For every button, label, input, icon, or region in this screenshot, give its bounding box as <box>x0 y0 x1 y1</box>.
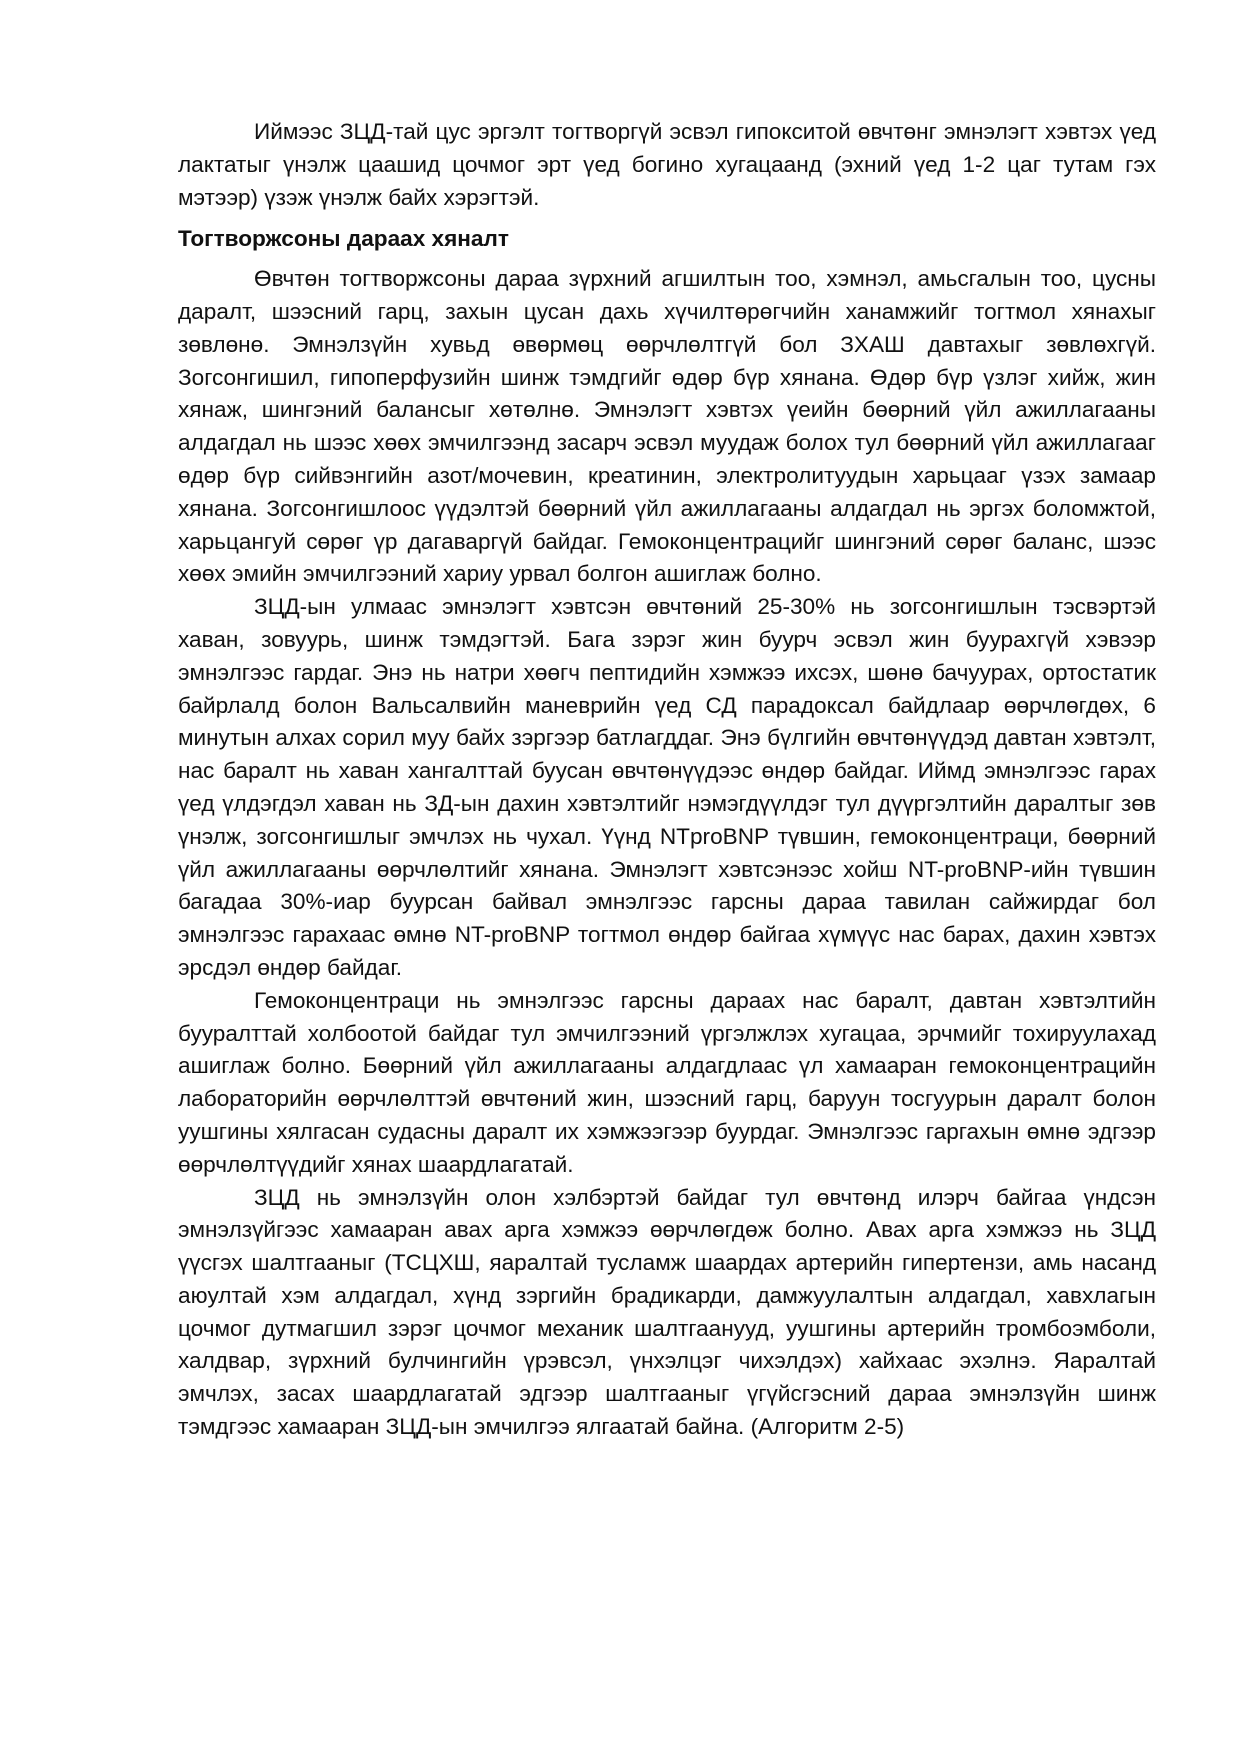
paragraph-residual-congestion: ЗЦД-ын улмаас эмнэлэгт хэвтсэн өвчтөний 25-30% нь зогсонгишлын тэсвэртэй хаван, зовуурь, шинж тэмдэгтэй. Бага зэрэг жин буурч эсвэл жин буурахгүй хэвээр эмнэлгээс гардаг. Энэ нь натри хөөгч пептидийн хэмжээ ихсэх, шөнө бачуурах, ортостатик байрлалд болон Вальсалвийн маневрийн үед СД парадоксал байдлаар өөрчлөгдөх, 6 минутын алхах сорил муу байх зэргээр батлагддаг. Энэ бүлгийн өвчтөнүүдэд давтан хэвтэлт, нас баралт нь хаван хангалттай буусан өвчтөнүүдээс өндөр байдаг. Иймд эмнэлгээс гарах үед үлдэгдэл хаван нь ЗД-ын дахин хэвтэлтийг нэмэгдүүлдэг тул дүүргэлтийн даралтыг зөв үнэлж, зогсонгишлыг эмчлэх нь чухал. Үүнд NTproBNP түвшин, гемоконцентраци, бөөрний үйл ажиллагааны өөрчлөлтийг хянана. Эмнэлэгт хэвтсэнээс хойш NT-proBNP-ийн түвшин багадаа 30%-иар буурсан байвал эмнэлгээс гарсны дараа тавилан сайжирдаг бол эмнэлгээс гарахаас өмнө NT-proBNP тогтмол өндөр байгаа хүмүүс нас барах, дахин хэвтэх эрсдэл өндөр байдаг. <box>178 594 1156 980</box>
paragraph-monitoring: Өвчтөн тогтворжсоны дараа зүрхний агшилтын тоо, хэмнэл, амьсгалын тоо, цусны даралт, шээсний гарц, захын цусан дахь хүчилтөрөгчийн ханамжийг тогтмол хянахыг зөвлөнө. Эмнэлзүйн хувьд өвөрмөц өөрчлөлтгүй бол ЗХАШ давтахыг зөвлөхгүй. Зогсонгишил, гипоперфузийн шинж тэмдгийг өдөр бүр хянана. Өдөр бүр үзлэг хийж, жин хянаж, шингэний балансыг хөтөлнө. Эмнэлэгт хэвтэх үеийн бөөрний үйл ажиллагааны алдагдал нь шээс хөөх эмчилгээнд засарч эсвэл муудаж болох тул бөөрний үйл ажиллагааг өдөр бүр сийвэнгийн азот/мочевин, креатинин, электролитуудын харьцааг үзэх замаар хянана. Зогсонгишлоос үүдэлтэй бөөрний үйл ажиллагааны алдагдал нь эргэх боломжтой, харьцангуй сөрөг үр дагаваргүй байдаг. Гемоконцентрацийг шингэний сөрөг баланс, шээс хөөх эмийн эмчилгээний хариу урвал болгон ашиглаж болно. <box>178 266 1156 587</box>
section-heading: Тогтворжсоны дараах хяналт <box>178 226 509 252</box>
document-page <box>178 116 1156 1444</box>
paragraph-intro: Иймээс ЗЦД-тай цус эргэлт тогтворгүй эсвэл гипокситой өвчтөнг эмнэлэгт хэвтэх үед лактатыг үнэлж цаашид цочмог эрт үед богино хугацаанд (эхний үед 1-2 цаг тутам гэх мэтээр) үзэж үнэлж байх хэрэгтэй. <box>178 119 1156 210</box>
paragraph-treatment-approach: ЗЦД нь эмнэлзүйн олон хэлбэртэй байдаг тул өвчтөнд илэрч байгаа үндсэн эмнэлзүйгээс хамааран авах арга хэмжээ өөрчлөгдөж болно. Авах арга хэмжээ нь ЗЦД үүсгэх шалтгааныг (ТСЦХШ, яаралтай тусламж шаардах артерийн гипертензи, амь насанд аюултай хэм алдагдал, хүнд зэргийн брадикарди, дамжуулалтын алдагдал, хавхлагын цочмог дутмагшил зэрэг цочмог механик шалтгаанууд, уушгины артерийн тромбоэмболи, халдвар, зүрхний булчингийн үрэвсэл, үнхэлцэг чихэлдэх) хайхаас эхэлнэ. Яаралтай эмчлэх, засах шаардлагатай эдгээр шалтгааныг үгүйсгэсний дараа эмнэлзүйн шинж тэмдгээс хамааран ЗЦД-ын эмчилгээ ялгаатай байна. (Алгоритм 2-5) <box>178 1184 1156 1440</box>
paragraph-hemoconcentration: Гемоконцентраци нь эмнэлгээс гарсны дараах нас баралт, давтан хэвтэлтийн бууралттай холбоотой байдаг тул эмчилгээний үргэлжлэх хугацаа, эрчмийг тохируулахад ашиглаж болно. Бөөрний үйл ажиллагааны алдагдлаас үл хамааран гемоконцентрацийн лабораторийн өөрчлөлттэй өвчтөний жин, шээсний гарц, баруун тосгуурын даралт болон уушгины хялгасан судасны даралт их хэмжээгээр буурдаг. Эмнэлгээс гаргахын өмнө эдгээр өөрчлөлтүүдийг хянах шаардлагатай. <box>178 987 1156 1177</box>
